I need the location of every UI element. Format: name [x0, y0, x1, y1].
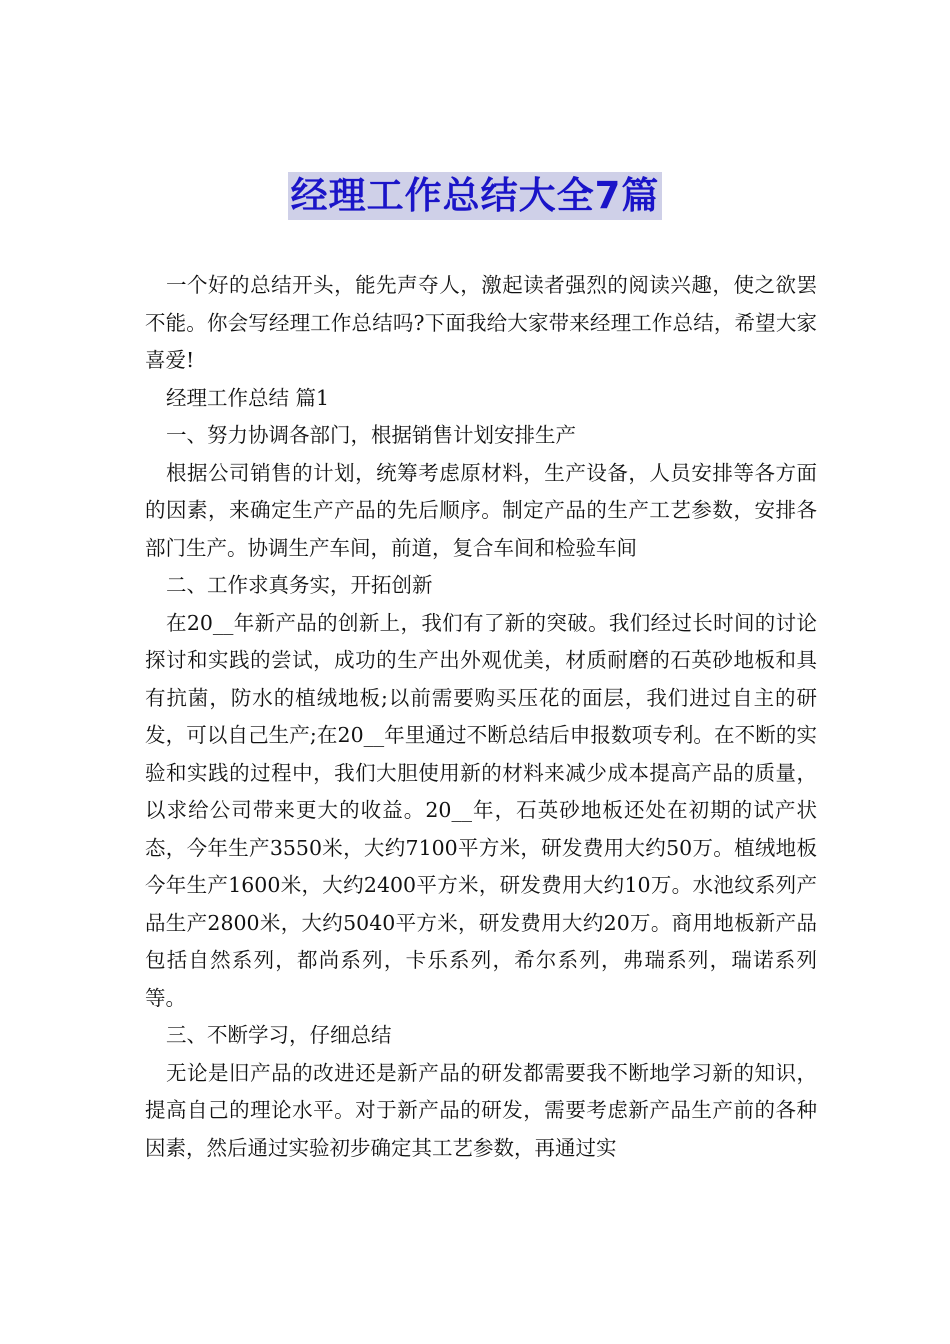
document-title: 经理工作总结大全7篇	[288, 172, 663, 220]
paragraph-3: 无论是旧产品的改进还是新产品的研发都需要我不断地学习新的知识，提高自己的理论水平。对于新产品的研发，需要考虑新产品生产前的各种因素，然后通过实验初步确定其工艺参数，再通过实	[145, 1060, 817, 1160]
paragraph-1: 根据公司销售的计划，统筹考虑原材料，生产设备，人员安排等各方面的因素，来确定生产产品的先后顺序。制定产品的生产工艺参数，安排各部门生产。协调生产车间，前道，复合车间和检验车间	[145, 460, 817, 560]
paragraph-2: 在20__年新产品的创新上，我们有了新的突破。我们经过长时间的讨论探讨和实践的尝试，成功的生产出外观优美，材质耐磨的石英砂地板和具有抗菌，防水的植绒地板;以前需要购买压花的面层，我们进过自主的研发，可以自己生产;在20__年里通过不断总结后申报数项专利。在不断的实验和实践的过程中，我们大胆使用新的材料来减少成本提高产品的质量，以求给公司带来更大的收益。20__年，石英砂地板还处在初期的试产状态，今年生产3550米，大约7100平方米，研发费用大约50万。植绒地板今年生产1600米，大约2400平方米，研发费用大约10万。水池纹系列产品生产2800米，大约5040平方米，研发费用大约20万。商用地板新产品包括自然系列，都尚系列，卡乐系列，希尔系列，弗瑞系列，瑞诺系列等。	[145, 610, 817, 1010]
title-wrap	[0, 172, 950, 220]
section-title-part1: 经理工作总结 篇1	[166, 385, 330, 410]
subheading-2: 二、工作求真务实，开拓创新	[166, 573, 433, 597]
intro-paragraph: 一个好的总结开头，能先声夺人，激起读者强烈的阅读兴趣，使之欲罢不能。你会写经理工作总结吗?下面我给大家带来经理工作总结，希望大家喜爱!	[145, 273, 817, 372]
subheading-3: 三、不断学习，仔细总结	[166, 1023, 392, 1047]
subheading-1: 一、努力协调各部门，根据销售计划安排生产	[166, 423, 576, 447]
document-body	[145, 267, 817, 1167]
